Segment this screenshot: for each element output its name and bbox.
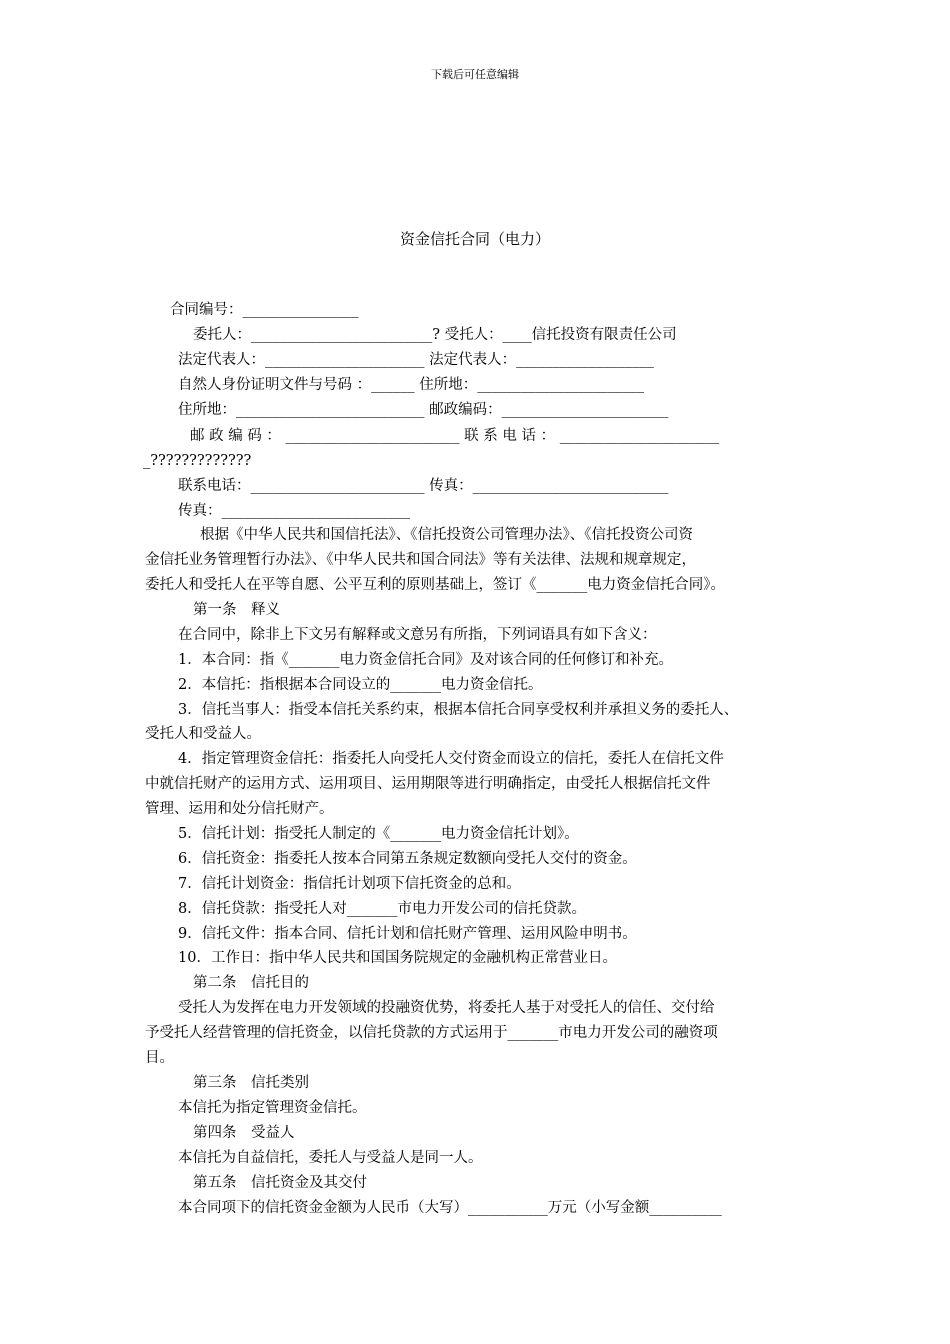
text-line: 本信托为指定管理资金信托。 bbox=[178, 1100, 367, 1116]
text-line: 4．指定管理资金信托：指委托人向受托人交付资金而设立的信托，委托人在信托文件 bbox=[178, 751, 724, 767]
text-line: 第一条 释义 bbox=[193, 602, 280, 618]
text-line: 6．信托资金：指委托人按本合同第五条规定数额向受托人交付的资金。 bbox=[178, 851, 637, 867]
text-line: 3．信托当事人：指受本信托关系约束，根据本信托合同享受权利并承担义务的委托人、 bbox=[178, 702, 739, 718]
text-line: 中就信托财产的运用方式、运用项目、运用期限等进行明确指定，由受托人根据信托文件 bbox=[145, 776, 711, 792]
text-line: 1．本合同：指《_______电力资金信托合同》及对该合同的任何修订和补充。 bbox=[178, 652, 673, 668]
text-line: 第四条 受益人 bbox=[193, 1125, 295, 1141]
text-line: 联系电话：________________________ 传真：___________________________ bbox=[178, 478, 669, 494]
text-line: 第二条 信托目的 bbox=[193, 975, 309, 991]
document-title: 资金信托合同（电力） bbox=[399, 230, 550, 248]
text-line: 7．信托计划资金：指信托计划项下信托资金的总和。 bbox=[178, 876, 521, 892]
text-line: 邮 政 编 码 ： ________________________ 联 系 电 话 ： ______________________ bbox=[190, 428, 720, 444]
text-line: 委托人和受托人在平等自愿、公平互利的原则基础上，签订《_______电力资金信托合同》。 bbox=[145, 577, 725, 593]
text-line: 金信托业务管理暂行办法》、《中华人民共和国合同法》等有关法律、法规和规章规定， bbox=[145, 552, 696, 568]
text-line: 根据《中华人民共和国信托法》、《信托投资公司管理办法》、《信托投资公司资 bbox=[200, 527, 693, 543]
text-line: 受托人为发挥在电力开发领域的投融资优势，将委托人基于对受托人的信任、交付给 bbox=[178, 1000, 715, 1016]
page-header: 下载后可任意编辑 bbox=[431, 68, 519, 81]
text-line: 目。 bbox=[145, 1050, 174, 1066]
text-line: 10．工作日：指中华人民共和国国务院规定的金融机构正常营业日。 bbox=[178, 950, 617, 966]
text-line: 予受托人经营管理的信托资金，以信托贷款的方式运用于_______市电力开发公司的融资项 bbox=[145, 1025, 718, 1041]
text-line: 5．信托计划：指受托人制定的《_______电力资金信托计划》。 bbox=[178, 826, 579, 842]
text-line: 2．本信托：指根据本合同设立的_______电力资金信托。 bbox=[178, 677, 543, 693]
text-line: 管理、运用和处分信托财产。 bbox=[145, 801, 334, 817]
text-line: 8．信托贷款：指受托人对_______市电力开发公司的信托贷款。 bbox=[178, 901, 586, 917]
text-line: 合同编号：________________ bbox=[170, 302, 359, 318]
text-line: 委托人：_________________________? 受托人：____信托投资有限责任公司 bbox=[193, 327, 677, 343]
text-line: _????????????? bbox=[143, 453, 252, 469]
text-line: 本合同项下的信托资金金额为人民币（大写）___________万元（小写金额__________ bbox=[178, 1200, 722, 1216]
text-line: 9．信托文件：指本合同、信托计划和信托财产管理、运用风险申明书。 bbox=[178, 926, 637, 942]
text-line: 住所地：__________________________ 邮政编码：_______________________ bbox=[178, 402, 669, 418]
text-line: 受托人和受益人。 bbox=[145, 726, 261, 742]
text-line: 本信托为自益信托，委托人与受益人是同一人。 bbox=[178, 1150, 483, 1166]
text-line: 传真：__________________________ bbox=[178, 503, 410, 519]
text-line: 第三条 信托类别 bbox=[193, 1075, 309, 1091]
text-line: 在合同中，除非上下文另有解释或文意另有所指，下列词语具有如下含义： bbox=[178, 627, 657, 643]
text-line: 自然人身份证明文件与号码 ：______ 住所地：_______________________ bbox=[178, 377, 644, 393]
text-line: 法定代表人：______________________ 法定代表人：___________________ bbox=[178, 352, 654, 368]
text-line: 第五条 信托资金及其交付 bbox=[193, 1175, 367, 1191]
